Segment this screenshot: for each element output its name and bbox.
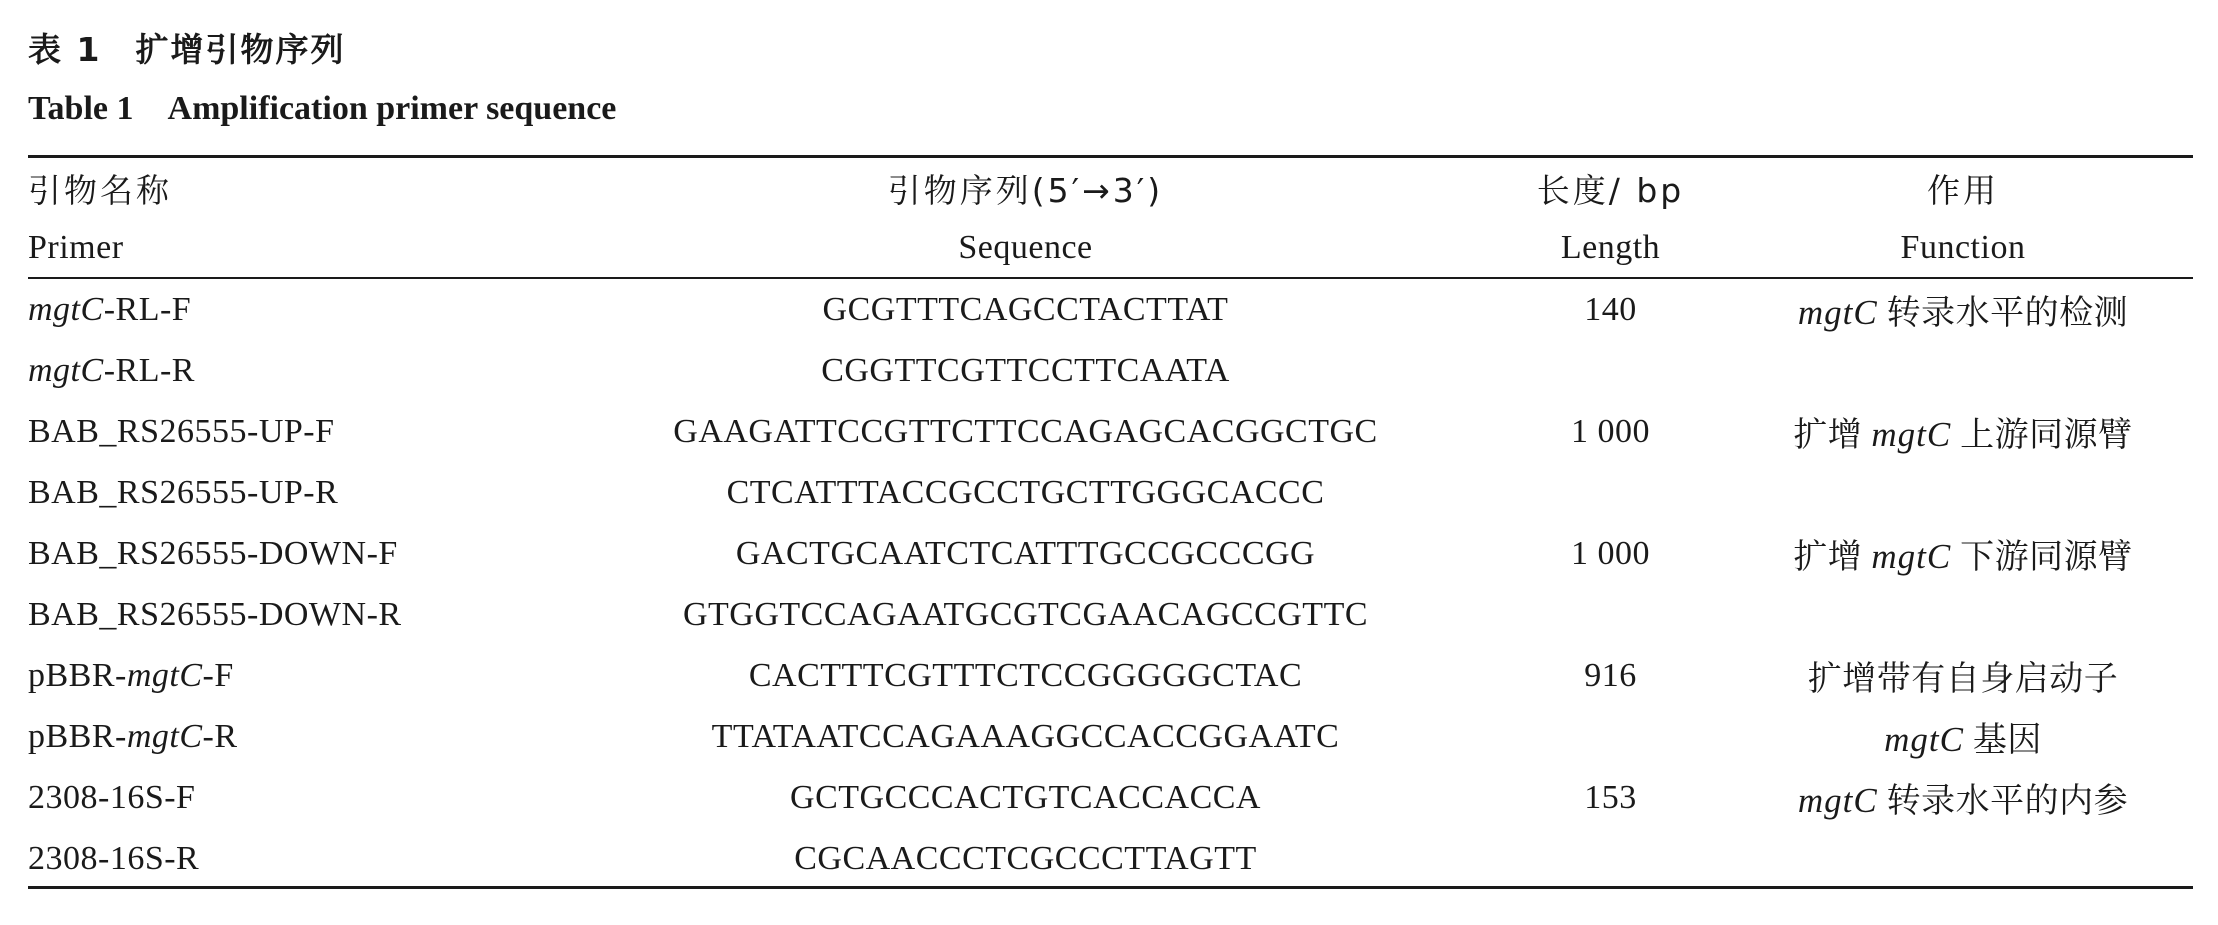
- primer-function-cell: [1733, 523, 2193, 584]
- function-suffix: 转录水平的检测: [1877, 295, 2129, 332]
- primer-function-cell: [1733, 401, 2193, 462]
- primer-length-cell: [1488, 706, 1733, 767]
- primer-function-cell: [1733, 645, 2193, 706]
- primer-table: [28, 158, 2193, 889]
- table-row: [28, 645, 2193, 706]
- primer-name-prefix: 2308-16S-F: [28, 778, 196, 816]
- function-prefix: 扩增带有自身启动子: [1807, 661, 2119, 698]
- header-length-cn: 长度/ bp: [1536, 170, 1685, 210]
- function-gene: mgtC: [1871, 537, 1952, 576]
- table-row: [28, 401, 2193, 462]
- table-row: [28, 767, 2193, 828]
- primer-name-cell: [28, 401, 563, 462]
- header-row-english: [28, 218, 2193, 277]
- primer-function-cell: [1733, 706, 2193, 767]
- function-gene: mgtC: [1884, 720, 1964, 759]
- function-gene: mgtC: [1797, 293, 1878, 332]
- primer-function-cell: [1733, 462, 2193, 523]
- header-primer-name-cn: 引物名称: [28, 170, 172, 210]
- primer-sequence-cell: CGGTTCGTTCCTTCAATA: [821, 351, 1230, 389]
- primer-name-cell: [28, 645, 563, 706]
- table-row: [28, 523, 2193, 584]
- primer-sequence-cell: CACTTTCGTTTCTCCGGGGGCTAC: [748, 656, 1303, 694]
- primer-name-prefix: BAB_RS26555-UP-R: [28, 473, 339, 511]
- table-caption-english: [28, 90, 616, 128]
- function-gene: mgtC: [1871, 415, 1952, 454]
- primer-length-cell: 140: [1584, 290, 1637, 328]
- primer-sequence-cell: CTCATTTACCGCCTGCTTGGGCACCC: [726, 473, 1325, 511]
- primer-function-cell: [1733, 767, 2193, 828]
- primer-name-prefix: pBBR-: [28, 717, 127, 755]
- function-suffix: 基因: [1963, 722, 2042, 759]
- primer-name-prefix: BAB_RS26555-DOWN-R: [28, 595, 402, 633]
- primer-function-cell: [1733, 340, 2193, 401]
- table-number-en: Table 1: [28, 90, 134, 127]
- function-suffix: 上游同源臂: [1951, 417, 2133, 454]
- primer-name-cell: [28, 584, 563, 645]
- function-suffix: 转录水平的内参: [1877, 783, 2129, 820]
- table-title-en: Amplification primer sequence: [167, 90, 617, 127]
- primer-name-gene: mgtC: [126, 717, 203, 755]
- primer-length-cell: [1488, 584, 1733, 645]
- header-row-chinese: [28, 158, 2193, 218]
- function-prefix: 扩增: [1793, 539, 1872, 576]
- function-prefix: 扩增: [1793, 417, 1872, 454]
- primer-length-cell: [1488, 828, 1733, 889]
- primer-function-cell: [1733, 277, 2193, 340]
- primer-length-cell: [1488, 462, 1733, 523]
- primer-function-cell: [1733, 828, 2193, 889]
- table-row: [28, 706, 2193, 767]
- table-body: [28, 277, 2193, 889]
- primer-name-suffix: -RL-R: [103, 351, 195, 389]
- primer-name-cell: [28, 277, 563, 340]
- primer-name-cell: [28, 706, 563, 767]
- primer-sequence-cell: CGCAACCCTCGCCCTTAGTT: [794, 839, 1257, 877]
- primer-length-cell: [1488, 340, 1733, 401]
- primer-name-gene: mgtC: [126, 656, 203, 694]
- primer-sequence-cell: GCTGCCCACTGTCACCACCA: [790, 778, 1261, 816]
- primer-function-cell: [1733, 584, 2193, 645]
- primer-name-suffix: -RL-F: [103, 290, 192, 328]
- primer-sequence-cell: TTATAATCCAGAAAGGCCACCGGAATC: [711, 717, 1340, 755]
- function-gene: mgtC: [1797, 781, 1878, 820]
- primer-length-cell: 916: [1584, 656, 1637, 694]
- primer-length-cell: 1 000: [1571, 412, 1650, 450]
- primer-name-prefix: 2308-16S-R: [28, 839, 200, 877]
- table-row: [28, 340, 2193, 401]
- primer-name-cell: [28, 767, 563, 828]
- primer-length-cell: 153: [1584, 778, 1637, 816]
- primer-name-prefix: pBBR-: [28, 656, 127, 694]
- header-function-cn: 作用: [1927, 170, 1999, 210]
- primer-name-suffix: -F: [202, 656, 234, 694]
- header-function-en: Function: [1900, 228, 2026, 266]
- primer-name-gene: mgtC: [28, 351, 104, 389]
- primer-name-prefix: BAB_RS26555-DOWN-F: [28, 534, 398, 572]
- table-number-cn: 表 1: [28, 30, 102, 69]
- table-caption-chinese: [28, 24, 345, 71]
- header-sequence-cn: 引物序列(5′→3′): [887, 170, 1164, 210]
- primer-name-cell: [28, 462, 563, 523]
- function-suffix: 下游同源臂: [1951, 539, 2133, 576]
- primer-sequence-cell: GAAGATTCCGTTCTTCCAGAGCACGGCTGC: [673, 412, 1378, 450]
- header-primer-name-en: Primer: [28, 228, 124, 266]
- header-length-en: Length: [1560, 228, 1661, 266]
- table-title-cn: 扩增引物序列: [135, 30, 346, 69]
- primer-name-suffix: -R: [202, 717, 238, 755]
- table-row: [28, 828, 2193, 889]
- primer-length-cell: 1 000: [1571, 534, 1650, 572]
- table-row: [28, 462, 2193, 523]
- primer-sequence-cell: GCGTTTCAGCCTACTTAT: [822, 290, 1229, 328]
- header-sequence-en: Sequence: [958, 228, 1093, 266]
- primer-name-cell: [28, 523, 563, 584]
- table-row: [28, 277, 2193, 340]
- primer-sequence-cell: GACTGCAATCTCATTTGCCGCCCGG: [735, 534, 1316, 572]
- primer-name-prefix: BAB_RS26555-UP-F: [28, 412, 335, 450]
- primer-sequence-cell: GTGGTCCAGAATGCGTCGAACAGCCGTTC: [682, 595, 1369, 633]
- table-row: [28, 584, 2193, 645]
- primer-name-cell: [28, 828, 563, 889]
- primer-name-gene: mgtC: [28, 290, 104, 328]
- primer-name-cell: [28, 340, 563, 401]
